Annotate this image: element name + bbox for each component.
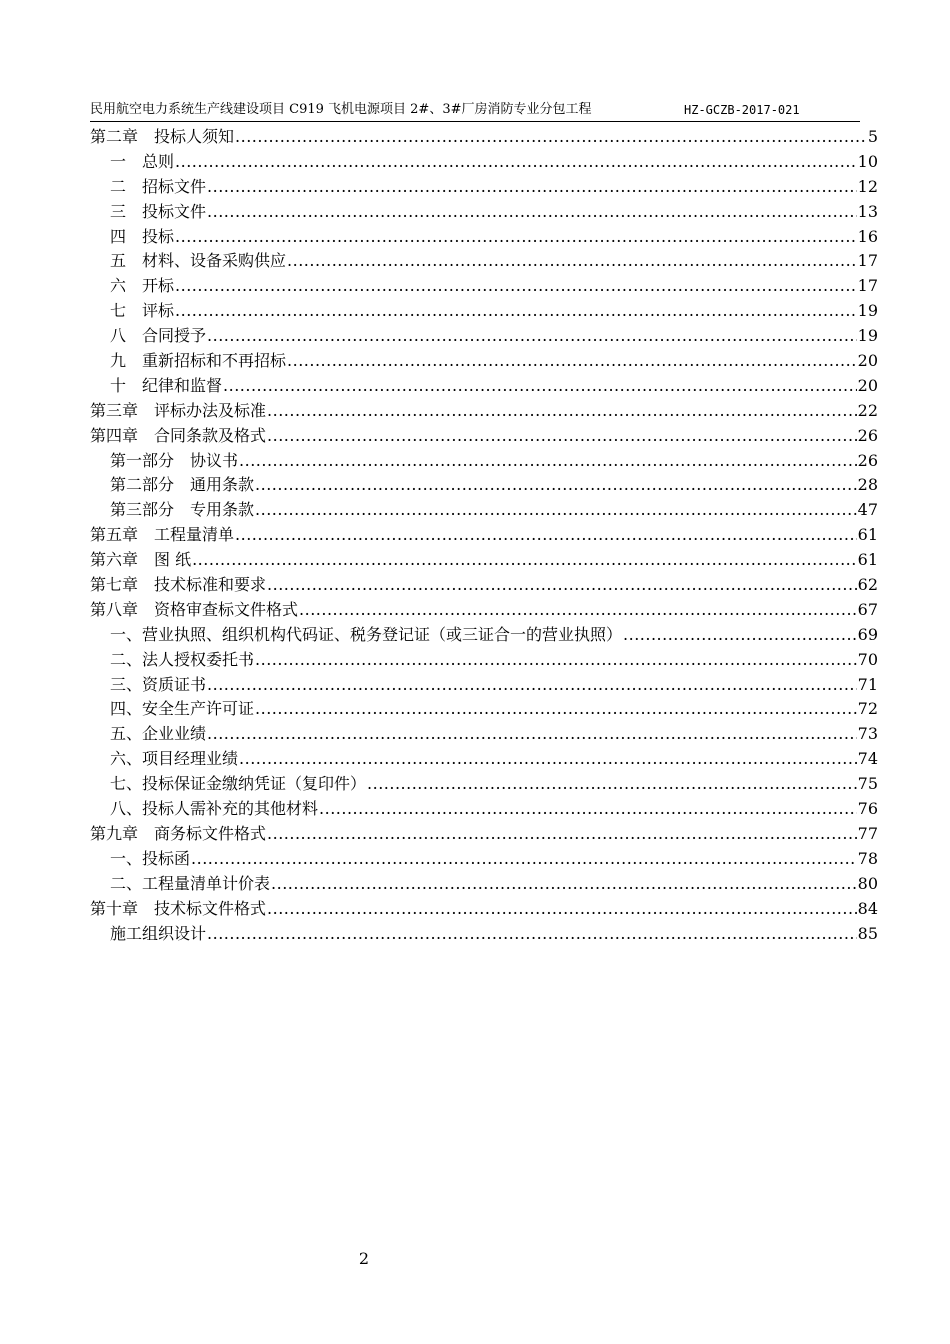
toc-entry-label: 第三部分 专用条款: [110, 500, 255, 520]
dot-leader: [287, 249, 857, 274]
dot-leader: [207, 673, 857, 698]
dot-leader: [239, 747, 857, 772]
page-number: 2: [358, 1249, 370, 1268]
toc-entry-page: 13: [857, 201, 878, 221]
toc-entry-label: 八、投标人需补充的其他材料: [110, 799, 319, 819]
toc-entry-page: 67: [857, 599, 878, 619]
toc-entry-label: 四 投标: [110, 226, 175, 246]
toc-entry-label: 一、投标函: [110, 848, 191, 868]
toc-entry-label: 二、工程量清单计价表: [110, 873, 271, 893]
dot-leader: [175, 274, 857, 299]
toc-entry[interactable]: [90, 299, 878, 324]
toc-entry[interactable]: [90, 847, 878, 872]
toc-entry-label: 第六章 图 纸: [90, 550, 192, 570]
toc-entry-page: 10: [857, 151, 878, 171]
dot-leader: [255, 498, 857, 523]
toc-entry-page: 16: [857, 226, 878, 246]
toc-entry-label: 九 重新招标和不再招标: [110, 351, 287, 371]
dot-leader: [207, 324, 857, 349]
toc-entry-page: 70: [857, 649, 878, 669]
dot-leader: [207, 922, 857, 947]
toc-entry-page: 26: [857, 425, 878, 445]
dot-leader: [235, 125, 867, 150]
toc-entry-label: 第四章 合同条款及格式: [90, 425, 267, 445]
toc-entry-label: 施工组织设计: [110, 923, 207, 943]
toc-entry[interactable]: [90, 722, 878, 747]
toc-entry-page: 76: [857, 799, 878, 819]
dot-leader: [192, 548, 857, 573]
toc-entry[interactable]: [90, 772, 878, 797]
toc-entry-label: 五、企业业绩: [110, 724, 207, 744]
toc-entry-label: 二 招标文件: [110, 176, 207, 196]
dot-leader: [207, 200, 857, 225]
toc-entry-page: 77: [857, 823, 878, 843]
toc-entry[interactable]: [90, 200, 878, 225]
dot-leader: [367, 772, 857, 797]
dot-leader: [299, 598, 857, 623]
toc-entry-label: 五 材料、设备采购供应: [110, 251, 287, 271]
dot-leader: [255, 697, 857, 722]
dot-leader: [267, 822, 857, 847]
dot-leader: [267, 399, 857, 424]
toc-entry[interactable]: [90, 274, 878, 299]
toc-entry-label: 十 纪律和监督: [110, 375, 223, 395]
dot-leader: [175, 225, 857, 250]
toc-entry-page: 22: [857, 400, 878, 420]
toc-entry-label: 一 总则: [110, 151, 175, 171]
toc-entry[interactable]: [90, 922, 878, 947]
toc-entry-label: 六 开标: [110, 276, 175, 296]
toc-entry-label: 八 合同授予: [110, 326, 207, 346]
toc-entry-page: 75: [857, 774, 878, 794]
toc-entry-page: 78: [857, 848, 878, 868]
toc-entry-page: 84: [857, 898, 878, 918]
toc-entry[interactable]: [90, 324, 878, 349]
toc-entry[interactable]: [90, 797, 878, 822]
dot-leader: [239, 449, 857, 474]
toc-entry-page: 28: [857, 475, 878, 495]
toc-entry[interactable]: [90, 374, 878, 399]
toc-entry-page: 62: [857, 575, 878, 595]
toc-entry-label: 第七章 技术标准和要求: [90, 575, 267, 595]
toc-entry-label: 三、资质证书: [110, 674, 207, 694]
toc-entry-label: 第五章 工程量清单: [90, 525, 235, 545]
toc-entry-page: 19: [857, 326, 878, 346]
header-title: 民用航空电力系统生产线建设项目 C919 飞机电源项目 2#、3#厂房消防专业分包工程: [90, 102, 592, 117]
toc-entry-label: 七、投标保证金缴纳凭证（复印件）: [110, 774, 367, 794]
toc-entry[interactable]: [90, 747, 878, 772]
toc-entry-label: 第八章 资格审查标文件格式: [90, 599, 299, 619]
toc-entry-page: 61: [857, 525, 878, 545]
table-of-contents: [90, 125, 878, 946]
toc-entry-page: 20: [857, 375, 878, 395]
toc-entry-label: 二、法人授权委托书: [110, 649, 255, 669]
toc-entry-page: 12: [857, 176, 878, 196]
toc-entry[interactable]: [90, 648, 878, 673]
page-header: [90, 101, 860, 122]
dot-leader: [267, 424, 857, 449]
toc-entry-page: 17: [857, 276, 878, 296]
toc-entry-label: 第一部分 协议书: [110, 450, 239, 470]
toc-entry[interactable]: [90, 673, 878, 698]
document-code: HZ-GCZB-2017-021: [684, 103, 800, 117]
dot-leader: [207, 722, 857, 747]
toc-entry-label: 六、项目经理业绩: [110, 749, 239, 769]
toc-entry[interactable]: [90, 623, 878, 648]
toc-entry[interactable]: [90, 349, 878, 374]
toc-entry[interactable]: [90, 598, 878, 623]
dot-leader: [319, 797, 857, 822]
toc-entry-label: 第二章 投标人须知: [90, 127, 235, 146]
toc-entry[interactable]: [90, 225, 878, 250]
dot-leader: [287, 349, 857, 374]
toc-entry-page: 71: [857, 674, 878, 694]
toc-entry-page: 73: [857, 724, 878, 744]
toc-entry-label: 四、安全生产许可证: [110, 699, 255, 719]
toc-entry[interactable]: [90, 523, 878, 548]
dot-leader: [271, 872, 857, 897]
toc-entry[interactable]: [90, 473, 878, 498]
toc-entry-page: 47: [857, 500, 878, 520]
dot-leader: [175, 299, 857, 324]
toc-entry-page: 5: [867, 127, 878, 146]
toc-entry[interactable]: [90, 897, 878, 922]
toc-entry-label: 第三章 评标办法及标准: [90, 400, 267, 420]
toc-entry[interactable]: [90, 249, 878, 274]
toc-entry-page: 61: [857, 550, 878, 570]
toc-entry[interactable]: [90, 449, 878, 474]
toc-entry[interactable]: [90, 150, 878, 175]
dot-leader: [267, 897, 857, 922]
toc-entry[interactable]: [90, 697, 878, 722]
toc-entry-page: 80: [857, 873, 878, 893]
toc-entry[interactable]: [90, 125, 878, 150]
toc-entry-label: 第十章 技术标文件格式: [90, 898, 267, 918]
toc-entry-page: 17: [857, 251, 878, 271]
toc-entry[interactable]: [90, 548, 878, 573]
dot-leader: [207, 175, 857, 200]
dot-leader: [235, 523, 857, 548]
toc-entry-label: 三 投标文件: [110, 201, 207, 221]
toc-entry-page: 74: [857, 749, 878, 769]
toc-entry[interactable]: [90, 822, 878, 847]
toc-entry-label: 第二部分 通用条款: [110, 475, 255, 495]
toc-entry-page: 85: [857, 923, 878, 943]
toc-entry-page: 69: [857, 624, 878, 644]
toc-entry-label: 七 评标: [110, 301, 175, 321]
dot-leader: [223, 374, 857, 399]
toc-entry[interactable]: [90, 573, 878, 598]
toc-entry-label: 一、营业执照、组织机构代码证、税务登记证（或三证合一的营业执照）: [110, 624, 623, 644]
toc-entry-page: 26: [857, 450, 878, 470]
dot-leader: [191, 847, 857, 872]
toc-entry[interactable]: [90, 424, 878, 449]
toc-entry-page: 19: [857, 301, 878, 321]
dot-leader: [623, 623, 857, 648]
toc-entry[interactable]: [90, 399, 878, 424]
toc-entry-page: 20: [857, 351, 878, 371]
toc-entry-page: 72: [857, 699, 878, 719]
dot-leader: [175, 150, 857, 175]
toc-entry-label: 第九章 商务标文件格式: [90, 823, 267, 843]
toc-entry[interactable]: [90, 872, 878, 897]
dot-leader: [255, 648, 857, 673]
toc-entry[interactable]: [90, 175, 878, 200]
dot-leader: [267, 573, 857, 598]
dot-leader: [255, 473, 857, 498]
toc-entry[interactable]: [90, 498, 878, 523]
